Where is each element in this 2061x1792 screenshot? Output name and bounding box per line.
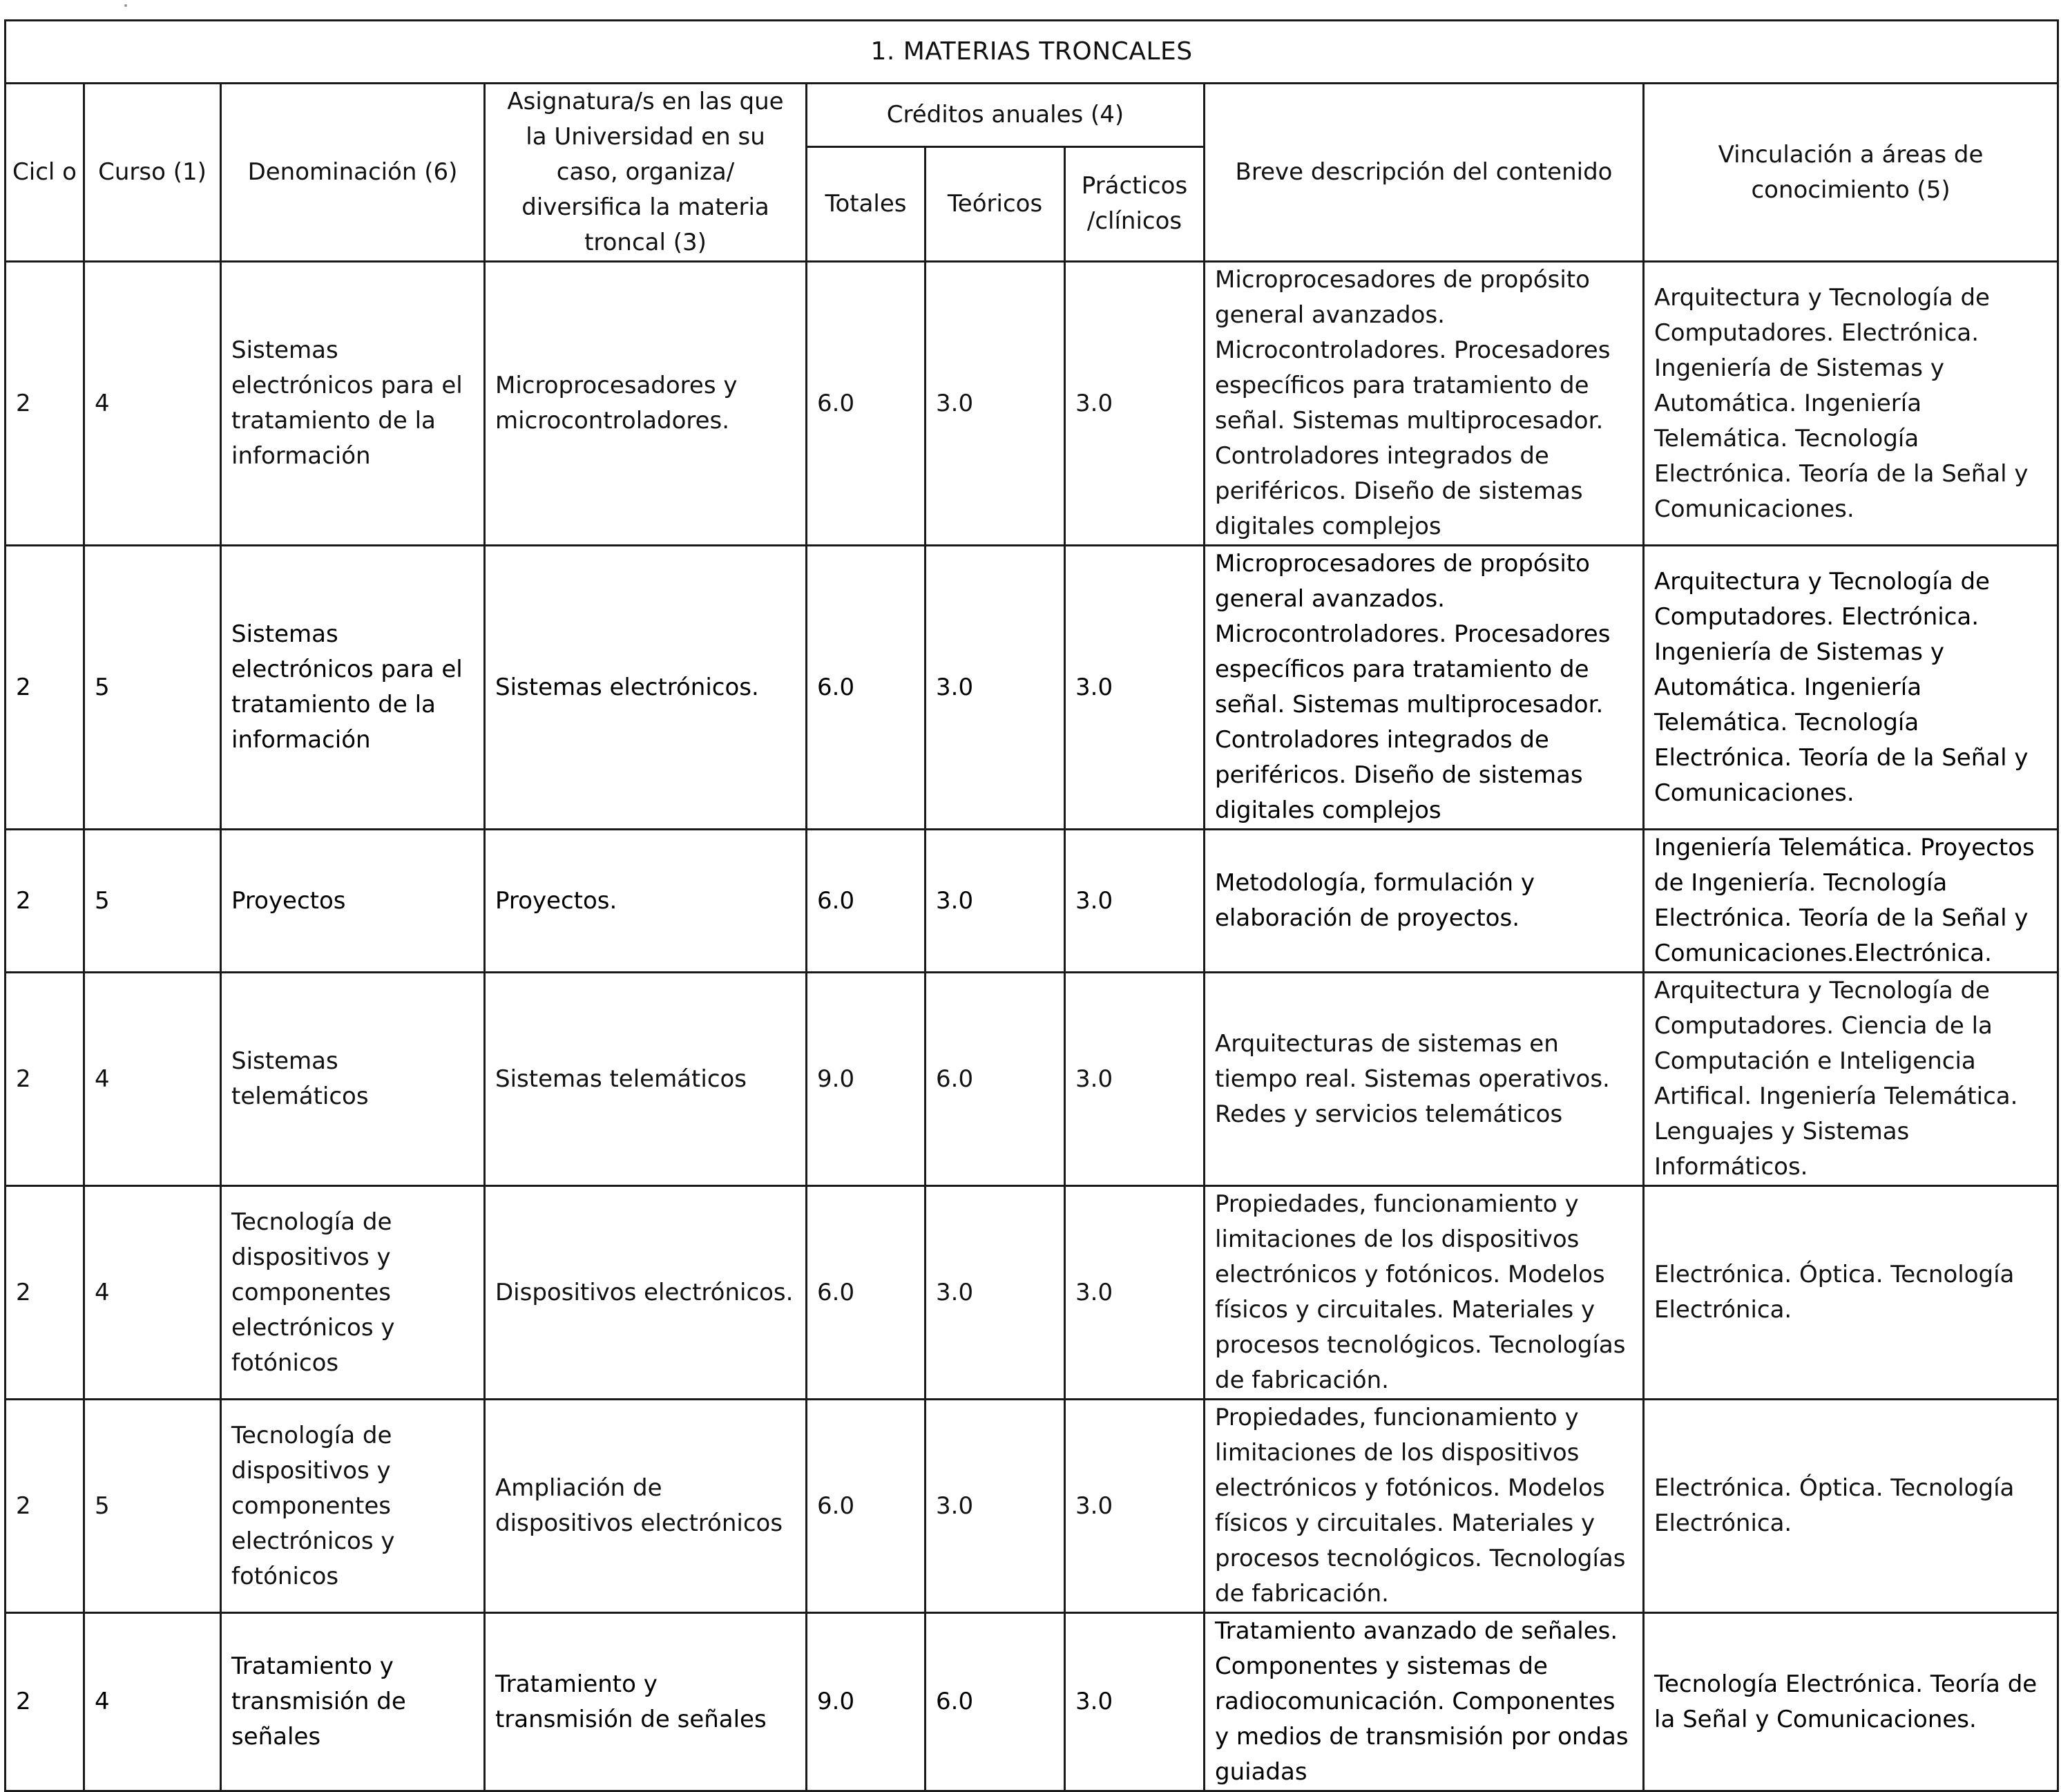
cell-curso: 4 <box>84 1186 221 1400</box>
cell-ciclo: 2 <box>6 830 84 973</box>
header-denominacion: Denominación (6) <box>221 84 485 262</box>
cell-descripcion: Microprocesadores de propósito general avanzados. Microcontroladores. Procesadores específicos para tratamiento de señal. Sistemas multiprocesador. Controladores integrados de periféricos. Diseño de sistemas digitales complejos <box>1205 546 1644 830</box>
cell-asignatura: Tratamiento y transmisión de señales <box>485 1613 807 1791</box>
cell-asignatura: Dispositivos electrónicos. <box>485 1186 807 1400</box>
cell-totales: 6.0 <box>807 1186 926 1400</box>
cell-practicos: 3.0 <box>1065 1400 1205 1613</box>
cell-ciclo: 2 <box>6 546 84 830</box>
header-ciclo: Cicl o <box>6 84 84 262</box>
table-row <box>6 1613 2058 1791</box>
cell-totales: 6.0 <box>807 830 926 973</box>
troncales-table <box>4 19 2059 1792</box>
cell-totales: 6.0 <box>807 1400 926 1613</box>
cell-vinculacion: Arquitectura y Tecnología de Computadores. Ciencia de la Computación e Inteligencia Artifical. Ingeniería Telemática. Lenguajes y Sistemas Informáticos. <box>1644 973 2058 1186</box>
cell-denominacion: Sistemas electrónicos para el tratamiento de la información <box>221 546 485 830</box>
cell-vinculacion: Arquitectura y Tecnología de Computadores. Electrónica. Ingeniería de Sistemas y Automática. Ingeniería Telemática. Tecnología Electrónica. Teoría de la Señal y Comunicaciones. <box>1644 546 2058 830</box>
cell-ciclo: 2 <box>6 1186 84 1400</box>
cell-vinculacion: Tecnología Electrónica. Teoría de la Señal y Comunicaciones. <box>1644 1613 2058 1791</box>
cell-vinculacion: Arquitectura y Tecnología de Computadores. Electrónica. Ingeniería de Sistemas y Automática. Ingeniería Telemática. Tecnología Electrónica. Teoría de la Señal y Comunicaciones. <box>1644 262 2058 546</box>
cell-asignatura: Sistemas electrónicos. <box>485 546 807 830</box>
cell-descripcion: Metodología, formulación y elaboración de proyectos. <box>1205 830 1644 973</box>
cell-practicos: 3.0 <box>1065 546 1205 830</box>
cell-denominacion: Tecnología de dispositivos y componentes electrónicos y fotónicos <box>221 1400 485 1613</box>
cell-totales: 9.0 <box>807 973 926 1186</box>
cell-denominacion: Sistemas electrónicos para el tratamiento de la información <box>221 262 485 546</box>
header-curso: Curso (1) <box>84 84 221 262</box>
table-row <box>6 973 2058 1186</box>
table-row <box>6 262 2058 546</box>
cell-teoricos: 3.0 <box>926 830 1065 973</box>
cell-practicos: 3.0 <box>1065 262 1205 546</box>
cell-asignatura: Ampliación de dispositivos electrónicos <box>485 1400 807 1613</box>
cell-descripcion: Arquitecturas de sistemas en tiempo real. Sistemas operativos. Redes y servicios telemáticos <box>1205 973 1644 1186</box>
cell-denominacion: Tratamiento y transmisión de señales <box>221 1613 485 1791</box>
cell-teoricos: 6.0 <box>926 973 1065 1186</box>
cell-curso: 5 <box>84 1400 221 1613</box>
cell-teoricos: 3.0 <box>926 1186 1065 1400</box>
cell-practicos: 3.0 <box>1065 1613 1205 1791</box>
cell-totales: 6.0 <box>807 262 926 546</box>
cell-ciclo: 2 <box>6 262 84 546</box>
cell-descripcion: Tratamiento avanzado de señales. Componentes y sistemas de radiocomunicación. Componentes y medios de transmisión por ondas guiadas <box>1205 1613 1644 1791</box>
header-descripcion: Breve descripción del contenido <box>1205 84 1644 262</box>
cell-curso: 4 <box>84 262 221 546</box>
table-row <box>6 830 2058 973</box>
cell-ciclo: 2 <box>6 973 84 1186</box>
cell-totales: 6.0 <box>807 546 926 830</box>
cell-asignatura: Proyectos. <box>485 830 807 973</box>
cell-denominacion: Sistemas telemáticos <box>221 973 485 1186</box>
cell-denominacion: Tecnología de dispositivos y componentes electrónicos y fotónicos <box>221 1186 485 1400</box>
scan-speck <box>124 4 127 7</box>
cell-practicos: 3.0 <box>1065 830 1205 973</box>
cell-curso: 4 <box>84 973 221 1186</box>
cell-curso: 5 <box>84 830 221 973</box>
header-teoricos: Teóricos <box>926 146 1065 261</box>
cell-denominacion: Proyectos <box>221 830 485 973</box>
table-row <box>6 1400 2058 1613</box>
cell-teoricos: 3.0 <box>926 546 1065 830</box>
table-row <box>6 1186 2058 1400</box>
cell-vinculacion: Ingeniería Telemática. Proyectos de Ingeniería. Tecnología Electrónica. Teoría de la Señal y Comunicaciones.Electrónica. <box>1644 830 2058 973</box>
cell-ciclo: 2 <box>6 1613 84 1791</box>
header-vinculacion: Vinculación a áreas de conocimiento (5) <box>1644 84 2058 262</box>
cell-teoricos: 3.0 <box>926 1400 1065 1613</box>
cell-teoricos: 3.0 <box>926 262 1065 546</box>
cell-teoricos: 6.0 <box>926 1613 1065 1791</box>
header-asignatura: Asignatura/s en las que la Universidad en su caso, organiza/ diversifica la materia troncal (3) <box>485 84 807 262</box>
troncales-sheet <box>4 19 2057 1792</box>
header-creditos: Créditos anuales (4) <box>807 84 1205 147</box>
cell-descripcion: Microprocesadores de propósito general avanzados. Microcontroladores. Procesadores específicos para tratamiento de señal. Sistemas multiprocesador. Controladores integrados de periféricos. Diseño de sistemas digitales complejos <box>1205 262 1644 546</box>
cell-asignatura: Sistemas telemáticos <box>485 973 807 1186</box>
cell-curso: 4 <box>84 1613 221 1791</box>
table-row <box>6 546 2058 830</box>
cell-descripcion: Propiedades, funcionamiento y limitaciones de los dispositivos electrónicos y fotónicos. Modelos físicos y circuitales. Materiales y procesos tecnológicos. Tecnologías de fabricación. <box>1205 1186 1644 1400</box>
cell-vinculacion: Electrónica. Óptica. Tecnología Electrónica. <box>1644 1400 2058 1613</box>
table-title: 1. MATERIAS TRONCALES <box>6 21 2058 84</box>
cell-curso: 5 <box>84 546 221 830</box>
cell-asignatura: Microprocesadores y microcontroladores. <box>485 262 807 546</box>
cell-descripcion: Propiedades, funcionamiento y limitaciones de los dispositivos electrónicos y fotónicos. Modelos físicos y circuitales. Materiales y procesos tecnológicos. Tecnologías de fabricación. <box>1205 1400 1644 1613</box>
cell-practicos: 3.0 <box>1065 973 1205 1186</box>
cell-practicos: 3.0 <box>1065 1186 1205 1400</box>
header-practicos: Prácticos /clínicos <box>1065 146 1205 261</box>
cell-ciclo: 2 <box>6 1400 84 1613</box>
cell-vinculacion: Electrónica. Óptica. Tecnología Electrónica. <box>1644 1186 2058 1400</box>
header-totales: Totales <box>807 146 926 261</box>
cell-totales: 9.0 <box>807 1613 926 1791</box>
